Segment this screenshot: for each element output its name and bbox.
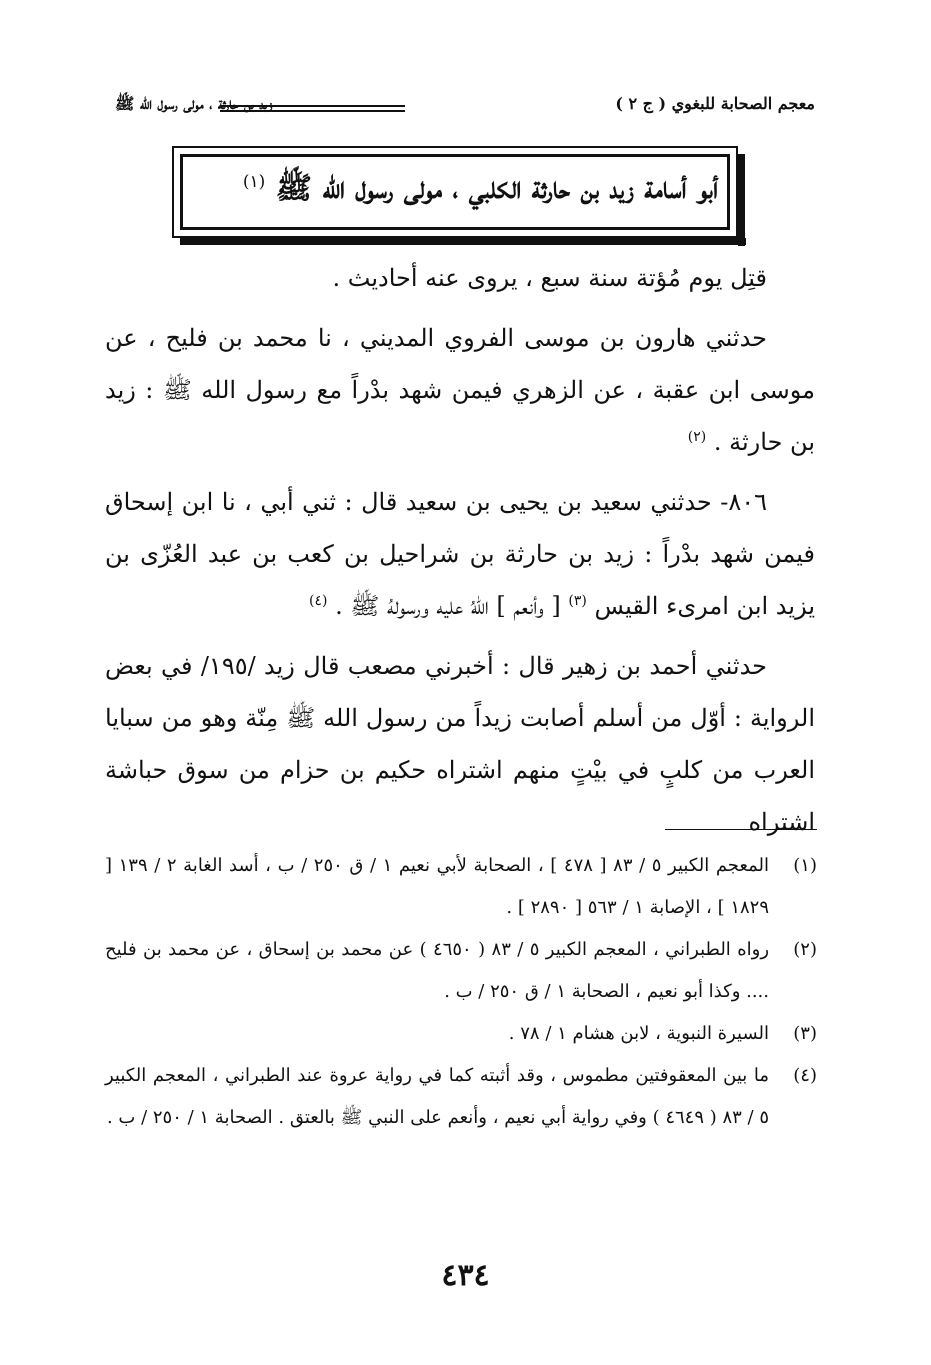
paragraph-3	[105, 476, 815, 632]
footnote-number: (٤)	[793, 1065, 817, 1086]
paragraph-3-footnote-ref-2: (٤)	[309, 593, 328, 609]
title-box-shadow-right	[738, 154, 745, 246]
paragraph-3-text-a: ٨٠٦- حدثني سعيد بن يحيى بن سعيد قال : ثني أبي ، نا ابن إسحاق فيمن شهد بدْراً : زيد بن حارثة بن شراحيل بن كعب بن عبد العُزّى بن يزيد ابن امرىء القيس	[105, 488, 815, 620]
page-number: ٤٣٤	[441, 1258, 490, 1293]
paragraph-1: قتِل يوم مُؤتة سنة سبع ، يروى عنه أحاديث .	[332, 264, 767, 292]
entry-title-footnote-ref: (١)	[242, 172, 266, 192]
paragraph-4: حدثني أحمد بن زهير قال : أخبرني مصعب قال زيد /١٩٥/ في بعض الرواية : أوّل من أسلم أصابت زيداً من رسول الله ﷺ مِنّة وهو من سبايا العرب من كلبٍ في بيْتٍ منهم اشتراه حكيم بن حزام من سوق حباشة اشتراه	[105, 652, 815, 836]
footnote-number: (٢)	[793, 939, 817, 960]
entry-title-text: أبو أسامة زيد بن حارثة الكلبي ، مولى رسول الله ﷺ	[275, 171, 718, 206]
footnote-text: رواه الطبراني ، المعجم الكبير ٥ / ٨٣ ( ٤٦٥٠ ) عن محمد بن إسحاق ، عن محمد بن فليح .... وكذا أبو نعيم ، الصحابة ١ / ق ٢٥٠ / ب .	[105, 939, 770, 1002]
title-box-shadow-bottom	[180, 238, 746, 245]
footnote-text: السيرة النبوية ، لابن هشام ١ / ٧٨ .	[508, 1023, 769, 1044]
footnote-text: ما بين المعقوفتين مطموس ، وقد أثبته كما في رواية عروة عند الطبراني ، المعجم الكبير ٥ / ٨٣ ( ٤٦٤٩ ) وفي رواية أبي نعيم ، وأنعم على النبي ﷺ بالعتق . الصحابة ١ / ٢٥٠ / ب .	[105, 1065, 769, 1128]
paragraph-2	[105, 312, 815, 468]
entry-title-box	[172, 146, 738, 238]
footnote	[105, 929, 817, 1013]
footnote	[105, 845, 817, 929]
paragraph-3-footnote-ref-1: (٣)	[568, 593, 587, 609]
body-text	[105, 252, 815, 856]
running-header-section-title: زيد بن حارثة ، مولى رسول الله ﷺ	[115, 94, 273, 113]
paragraph-2-text: حدثني هارون بن موسى الفروي المديني ، نا محمد بن فليح ، عن موسى ابن عقبة ، عن الزهري فيمن شهد بدْراً مع رسول الله ﷺ : زيد بن حارثة .	[105, 324, 815, 456]
footnotes	[105, 845, 817, 1139]
running-header	[115, 94, 815, 122]
footnote-number: (٣)	[793, 1023, 817, 1044]
footnote-text: المعجم الكبير ٥ / ٨٣ [ ٤٧٨ ] ، الصحابة لأبي نعيم ١ / ق ٢٥٠ / ب ، أسد الغابة ٢ / ١٣٩ [ ١٨٢٩ ] ، الإصابة ١ / ٥٦٣ [ ٢٨٩٠ ] .	[105, 855, 770, 918]
footnote	[105, 1055, 817, 1139]
running-header-book-title: معجم الصحابة للبغوي ( ج ٢ )	[615, 94, 815, 113]
paragraph-3-text-b: [ وأنعم ] اللهُ عليه ورسولهُ ﷺ .	[335, 592, 561, 620]
entry-title	[243, 170, 718, 213]
footnote	[105, 1013, 817, 1055]
footnote-separator	[665, 829, 817, 830]
paragraph-2-footnote-ref: (٢)	[687, 429, 707, 445]
footnote-number: (١)	[793, 855, 817, 876]
